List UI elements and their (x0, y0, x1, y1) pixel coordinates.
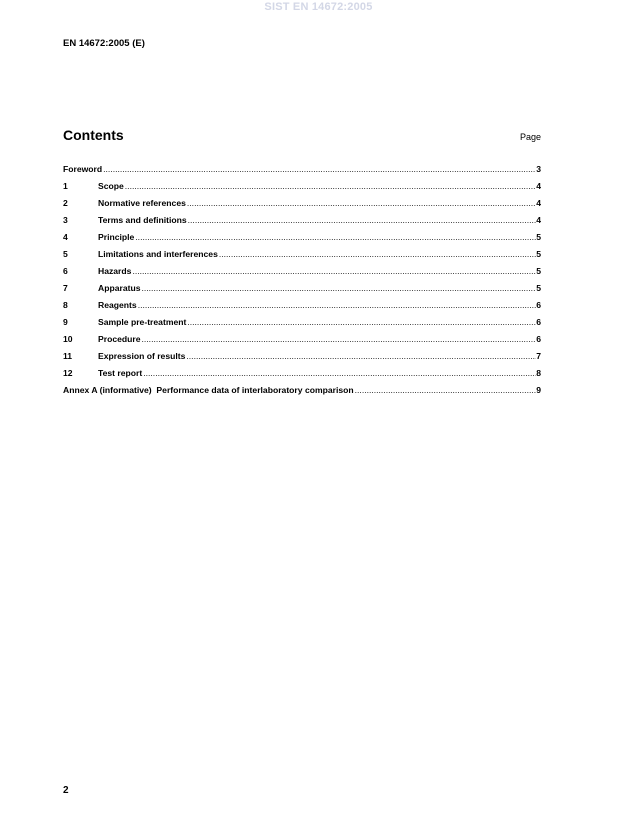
toc-leader-dots (188, 215, 537, 225)
page-number: 2 (63, 785, 69, 796)
toc-entry-page: 8 (536, 368, 541, 378)
toc-leader-dots (138, 300, 537, 310)
toc-entry-title: Normative references (98, 198, 186, 208)
toc-entry-title: Limitations and interferences (98, 249, 218, 259)
toc-entry-procedure[interactable] (63, 334, 541, 351)
toc-entry-limitations-and-interferences[interactable] (63, 249, 541, 266)
toc-entry-number: 9 (63, 317, 68, 327)
toc-entry-page: 5 (536, 249, 541, 259)
toc-leader-dots (219, 249, 536, 259)
toc-entry-title: Terms and definitions (98, 215, 187, 225)
toc-entry-number: 11 (63, 351, 73, 361)
toc-entry-page: 6 (536, 334, 541, 344)
toc-entry-page: 6 (536, 317, 541, 327)
toc-entry-title: Expression of results (98, 351, 186, 361)
toc-leader-dots (125, 181, 536, 191)
toc-entry-title: Scope (98, 181, 124, 191)
toc-entry-number: 4 (63, 232, 68, 242)
toc-entry-hazards[interactable] (63, 266, 541, 283)
toc-leader-dots (187, 198, 536, 208)
toc-entry-title: Annex A (informative) Performance data of interlaboratory comparison (63, 385, 354, 395)
toc-entry-title: Sample pre-treatment (98, 317, 187, 327)
toc-leader-dots (355, 385, 537, 395)
toc-entry-number: 3 (63, 215, 68, 225)
toc-entry-number: 8 (63, 300, 68, 310)
toc-leader-dots (143, 368, 536, 378)
toc-entry-number: 2 (63, 198, 68, 208)
toc-leader-dots (142, 334, 537, 344)
toc-entry-page: 9 (536, 385, 541, 395)
toc-leader-dots (186, 351, 536, 361)
page-column-label: Page (519, 132, 541, 142)
table-of-contents (63, 164, 541, 402)
toc-entry-page: 4 (536, 198, 541, 208)
toc-entry-apparatus[interactable] (63, 283, 541, 300)
document-id: EN 14672:2005 (E) (63, 38, 145, 49)
toc-entry-page: 5 (536, 232, 541, 242)
toc-entry-title: Procedure (98, 334, 141, 344)
toc-entry-normative-references[interactable] (63, 198, 541, 215)
toc-entry-page: 4 (536, 181, 541, 191)
toc-entry-scope[interactable] (63, 181, 541, 198)
toc-entry-expression-of-results[interactable] (63, 351, 541, 368)
toc-entry-reagents[interactable] (63, 300, 541, 317)
toc-entry-page: 6 (536, 300, 541, 310)
toc-entry-number: 10 (63, 334, 73, 344)
toc-entry-title: Apparatus (98, 283, 141, 293)
toc-leader-dots (103, 164, 536, 174)
toc-entry-title: Hazards (98, 266, 132, 276)
toc-entry-sample-pre-treatment[interactable] (63, 317, 541, 334)
toc-entry-annex-a[interactable] (63, 385, 541, 402)
toc-entry-principle[interactable] (63, 232, 541, 249)
toc-entry-terms-and-definitions[interactable] (63, 215, 541, 232)
toc-entry-page: 5 (536, 266, 541, 276)
watermark: SIST EN 14672:2005 (264, 1, 373, 13)
toc-entry-number: 7 (63, 283, 68, 293)
toc-entry-title: Reagents (98, 300, 137, 310)
toc-entry-number: 1 (63, 181, 68, 191)
toc-entry-test-report[interactable] (63, 368, 541, 385)
toc-entry-foreword[interactable] (63, 164, 541, 181)
contents-heading: Contents (63, 127, 124, 143)
toc-entry-page: 3 (536, 164, 541, 174)
toc-leader-dots (187, 317, 536, 327)
toc-entry-number: 5 (63, 249, 68, 259)
toc-entry-page: 5 (536, 283, 541, 293)
toc-leader-dots (135, 232, 536, 242)
toc-entry-title: Principle (98, 232, 135, 242)
toc-entry-number: 6 (63, 266, 68, 276)
toc-entry-title: Foreword (63, 164, 103, 174)
toc-entry-page: 7 (536, 351, 541, 361)
toc-entry-title: Test report (98, 368, 143, 378)
toc-leader-dots (142, 283, 537, 293)
toc-entry-number: 12 (63, 368, 73, 378)
toc-leader-dots (132, 266, 536, 276)
toc-entry-page: 4 (536, 215, 541, 225)
